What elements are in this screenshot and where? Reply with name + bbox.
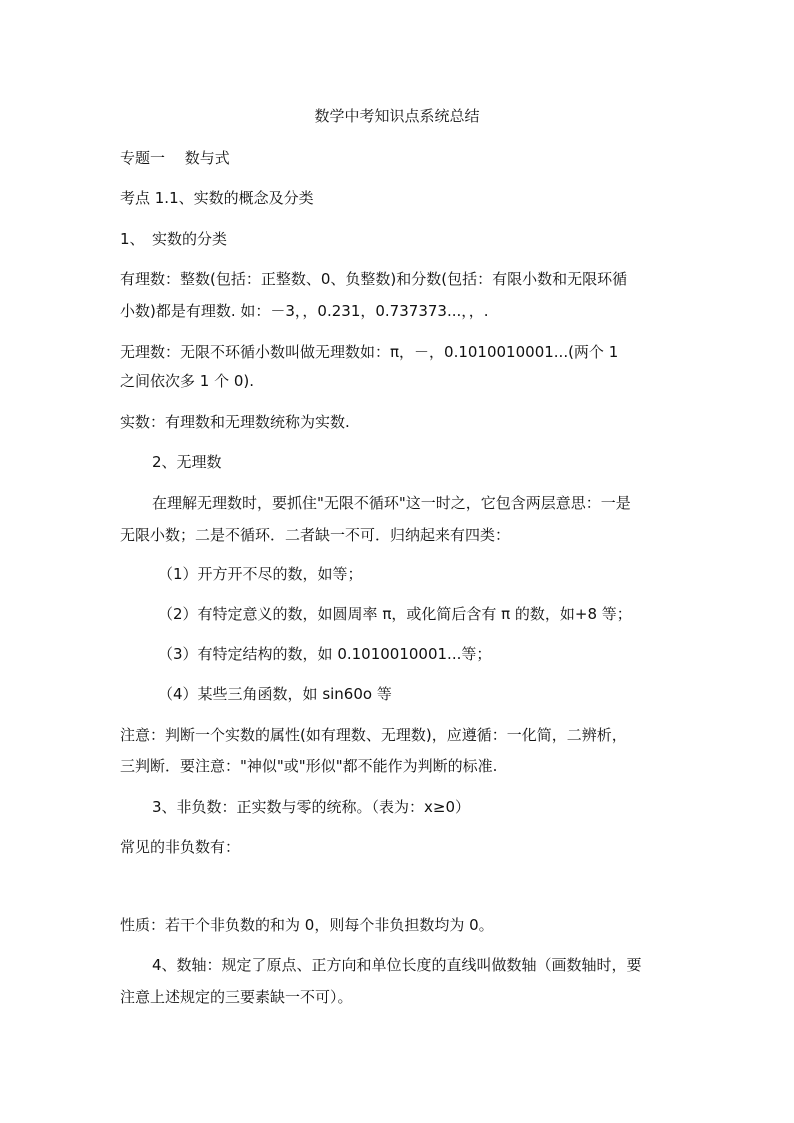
paragraph-line: 注意：判断一个实数的属性(如有理数、无理数)，应遵循：一化简，二辨析， <box>120 726 627 744</box>
section-heading-real-number-classification: 1、 实数的分类 <box>120 230 228 248</box>
paragraph-line: 无限小数；二是不循环．二者缺一不可．归纳起来有四类： <box>120 526 511 544</box>
section-heading-number-axis: 4、数轴：规定了原点、正方向和单位长度的直线叫做数轴（画数轴时，要 <box>152 956 642 974</box>
list-item: （2）有特定意义的数，如圆周率 π，或化简后含有 π 的数，如+8 等； <box>158 605 632 623</box>
exam-point-heading: 考点 1.1、实数的概念及分类 <box>120 189 314 207</box>
paragraph-line: 无理数：无限不环循小数叫做无理数如：π，－，0.1010010001...(两个 1 <box>120 343 619 361</box>
list-item: （1）开方开不尽的数，如等； <box>158 565 363 583</box>
paragraph-line: 实数：有理数和无理数统称为实数. <box>120 413 350 431</box>
document-title: 数学中考知识点系统总结 <box>314 107 480 125</box>
paragraph-line: 注意上述规定的三要素缺一不可）。 <box>120 988 353 1006</box>
section-heading-irrational-number: 2、无理数 <box>152 453 222 471</box>
paragraph-line: 在理解无理数时，要抓住"无限不循环"这一时之，它包含两层意思：一是 <box>152 494 631 512</box>
list-item: （3）有特定结构的数，如 0.1010010001...等； <box>158 645 492 663</box>
paragraph-line: 小数)都是有理数. 如：－3，，0.231，0.737373...，，. <box>120 302 489 320</box>
list-item: （4）某些三角函数，如 sin60o 等 <box>158 685 392 703</box>
section-heading-nonnegative-number: 3、非负数：正实数与零的统称。（表为：x≥0） <box>152 798 471 816</box>
paragraph-line: 之间依次多 1 个 0). <box>120 372 255 390</box>
paragraph-line: 性质：若干个非负数的和为 0，则每个非负担数均为 0。 <box>120 916 494 934</box>
paragraph-line: 有理数：整数(包括：正整数、0、负整数)和分数(包括：有限小数和无限环循 <box>120 270 628 288</box>
paragraph-line: 三判断．要注意："神似"或"形似"都不能作为判断的标准. <box>120 757 498 775</box>
paragraph-line: 常见的非负数有： <box>120 838 241 856</box>
topic-heading: 专题一 数与式 <box>120 149 230 167</box>
